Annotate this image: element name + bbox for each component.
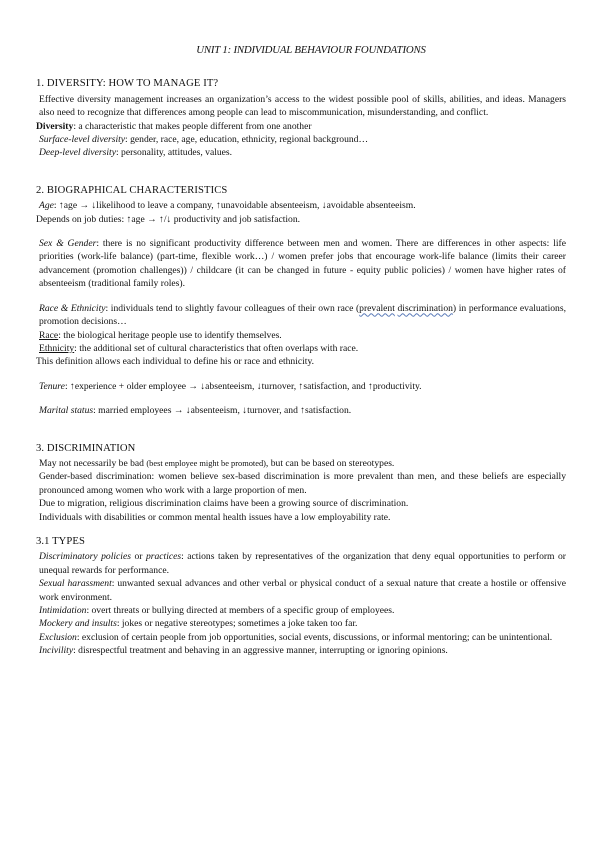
section-3-heading: 3. DISCRIMINATION — [36, 442, 136, 454]
ethnicity-definition — [36, 342, 566, 355]
disc-p1b: , but can be based on stereotypes. — [265, 457, 395, 469]
ic-text: : disrespectful treatment and behaving in an aggressive manner, interrupting or ignoring opinions. — [73, 645, 448, 657]
section-3-1-heading: 3.1 TYPES — [36, 535, 85, 547]
mockery-insults — [36, 617, 566, 630]
ic-term: Incivility — [39, 645, 74, 657]
disc-p1a: May not necessarily be bad — [39, 457, 147, 469]
deep-text: : personality, attitudes, values. — [115, 147, 233, 159]
age-paragraph — [36, 199, 566, 212]
document-page — [36, 44, 566, 658]
sexual-harassment — [36, 577, 566, 604]
diversity-intro — [36, 93, 566, 120]
tenure-paragraph — [36, 380, 566, 393]
race-definition — [36, 329, 566, 342]
sex-gender-term: Sex & Gender — [39, 238, 97, 250]
race-def-term: Race — [39, 329, 59, 341]
sex-gender-paragraph — [36, 237, 566, 291]
spellcheck-word-discrimination: discrimination — [397, 302, 453, 314]
diversity-intro-text: Effective diversity management increases an organization’s access to the widest possible pool of skills, abilities, and ideas. Managers also need to recognize that differences among people can lead to miscommunication, misunderstanding, and conflict. — [39, 93, 566, 119]
tenure-text: : ↑experience + older employee → ↓absenteeism, ↓turnover, ↑satisfaction, and ↑productivity. — [64, 380, 422, 392]
discrimination-p4: Individuals with disabilities or common mental health issues have a low employability rate. — [39, 511, 391, 523]
marital-term: Marital status — [39, 405, 94, 417]
dp-text: : actions taken by representatives of the organization that deny equal opportunities to perform or unequal rewards for performance. — [39, 551, 567, 576]
mo-text: : jokes or negative stereotypes; sometimes a joke taken too far. — [116, 618, 358, 630]
ex-text: : exclusion of certain people from job opportunities, social events, discussions, or informal mentoring; can be unintentional. — [76, 631, 553, 643]
surface-text: : gender, race, age, education, ethnicity, regional background… — [125, 134, 369, 146]
tenure-term: Tenure — [39, 380, 65, 392]
diversity-definition — [36, 120, 566, 133]
ethnicity-text: : the additional set of cultural characteristics that often overlaps with race. — [74, 342, 359, 354]
mo-term: Mockery and insults — [39, 618, 117, 630]
surface-term: Surface-level diversity — [39, 134, 126, 146]
intimidation — [36, 604, 566, 617]
age-term: Age — [39, 200, 54, 212]
race-text-a: : individuals tend to slightly favour colleagues of their own race ( — [105, 302, 360, 314]
discrimination-p2: Gender-based discrimination: women believe sex-based discrimination is more prevalent than men, and these beliefs are especially pronounced among women who work with a large proportion of men. — [39, 471, 566, 496]
deep-level-diversity — [36, 146, 566, 159]
dp-or: or — [130, 551, 146, 563]
diversity-definition-text: : a characteristic that makes people different from one another — [73, 120, 312, 132]
age-text: : ↑age → ↓likelihood to leave a company, ↑unavoidable absenteeism, ↓avoidable absenteeism. — [53, 200, 416, 212]
marital-paragraph — [36, 404, 566, 417]
sex-gender-text: : there is no significant productivity difference between men and women. There are differences in other aspects: life priorities (work-life balance) (part-time, flexible work…) / women prefer jobs that encourage work-life balance (limits their career advancement (promotion challenges)) / childcare (it can be changed in future - equity public policies) / women have higher rates of absenteeism (traditional family roles). — [39, 238, 566, 290]
diversity-term: Diversity — [36, 120, 74, 132]
deep-term: Deep-level diversity — [39, 147, 116, 159]
sh-text: : unwanted sexual advances and other verbal or physical conduct of a sexual nature that create a hostile or offensive work environment. — [39, 578, 566, 603]
race-def-text: : the biological heritage people use to identify themselves. — [58, 329, 282, 341]
sh-term: Sexual harassment — [39, 578, 112, 590]
in-text: : overt threats or bullying directed at members of a specific group of employees. — [86, 605, 395, 616]
discriminatory-policies — [36, 550, 566, 577]
in-term: Intimidation — [39, 605, 87, 616]
page-title: UNIT 1: INDIVIDUAL BEHAVIOUR FOUNDATIONS — [196, 44, 426, 56]
section-2-heading: 2. BIOGRAPHICAL CHARACTERISTICS — [36, 184, 228, 196]
exclusion — [36, 631, 566, 644]
race-text-b: ) in performance evaluations, promotion decisions… — [39, 302, 566, 328]
disc-p1-small: (best employee might be promoted) — [146, 458, 266, 468]
ethnicity-term: Ethnicity — [39, 342, 75, 354]
section-1-heading: 1. DIVERSITY: HOW TO MANAGE IT? — [36, 78, 219, 90]
dp-term: Discriminatory policies — [39, 551, 131, 563]
race-ethnicity-term: Race & Ethnicity — [39, 302, 106, 314]
ethnicity-line-2: This definition allows each individual to define his or race and ethnicity. — [36, 356, 315, 368]
discrimination-p1 — [36, 457, 566, 470]
age-line-2: Depends on job duties: ↑age → ↑/↓ productivity and job satisfaction. — [36, 213, 301, 225]
marital-text: : married employees → ↓absenteeism, ↓turnover, and ↑satisfaction. — [93, 405, 352, 417]
spellcheck-word-prevalent: prevalent — [359, 302, 395, 314]
discrimination-p3: Due to migration, religious discrimination claims have been a growing source of discrimination. — [39, 498, 409, 510]
dp-term-2: practices — [145, 551, 182, 563]
race-ethnicity-paragraph — [36, 302, 566, 329]
incivility — [36, 644, 566, 657]
ex-term: Exclusion — [39, 631, 77, 643]
surface-level-diversity — [36, 133, 566, 146]
